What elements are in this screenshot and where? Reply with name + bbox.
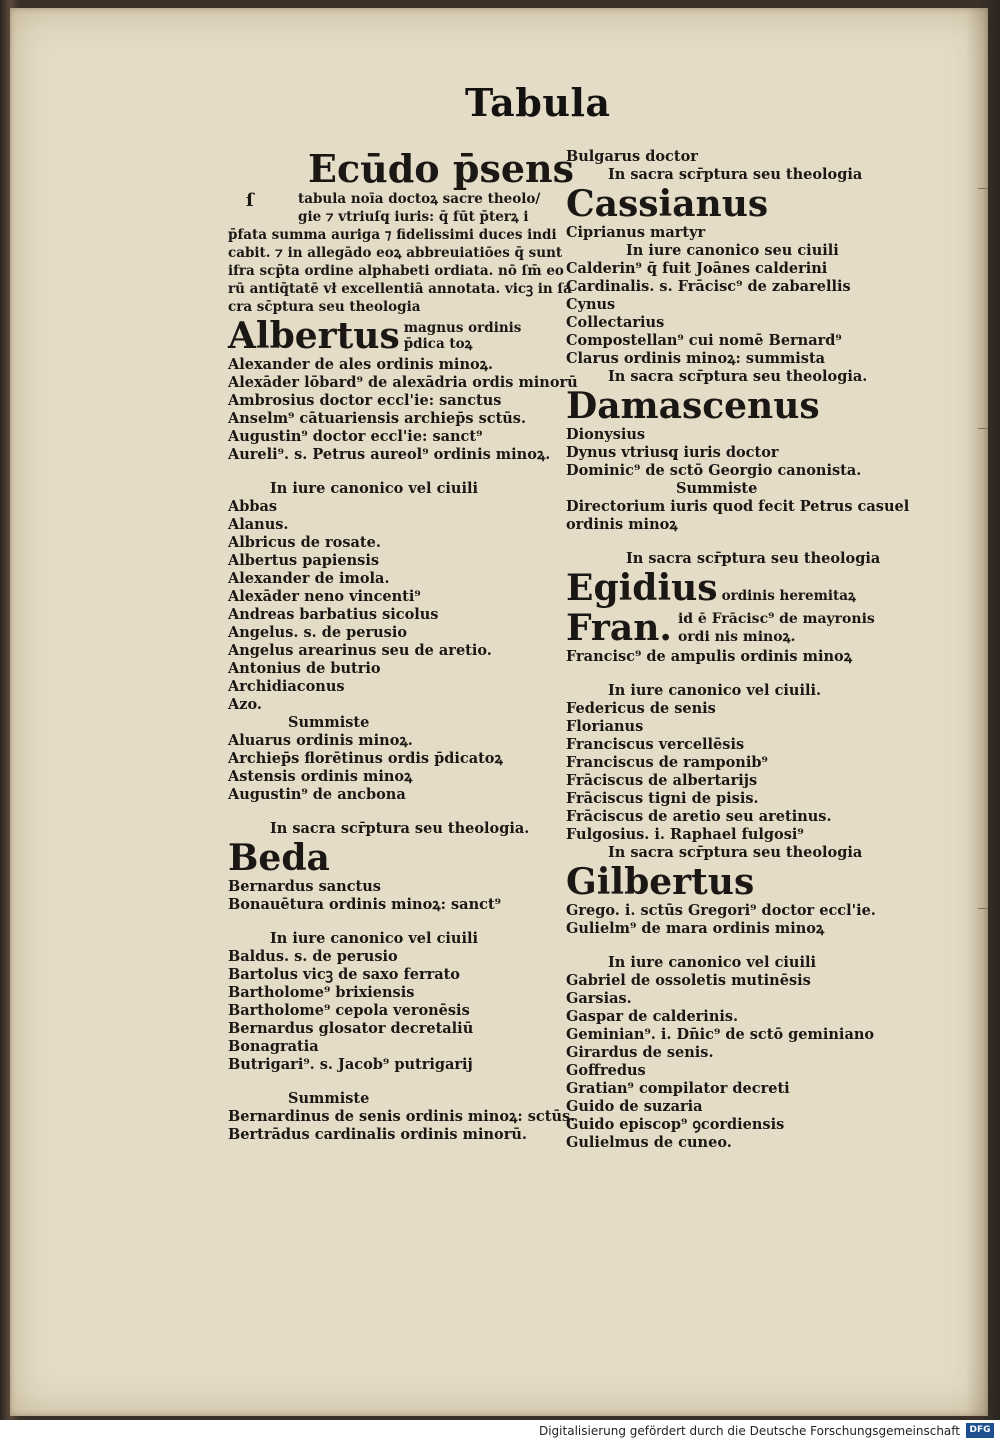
list-g-canon <box>566 972 896 1152</box>
index-entry: Garsias. <box>566 990 632 1007</box>
index-entry: Frāciscus de aretio seu aretinus. <box>566 808 832 825</box>
edge-mark <box>978 908 988 909</box>
index-entry: Alexāder lōbard⁹ de alexādria ordis minorū <box>228 374 578 391</box>
list-c-theology <box>566 224 896 242</box>
index-entry: Bulgarus doctor <box>566 148 698 165</box>
index-entry: Alexander de imola. <box>228 570 390 587</box>
index-entry: Aureli⁹. s. Petrus aureol⁹ ordinis minoꝝ. <box>228 446 551 463</box>
right-column <box>566 148 910 1152</box>
index-entry: Franciscus de ramponib⁹ <box>566 754 768 771</box>
index-entry: Cynus <box>566 296 616 313</box>
index-entry: Anselm⁹ cātuariensis archiep̄s sctūs. <box>228 410 527 427</box>
edge-mark <box>978 188 988 189</box>
index-entry: Archidiaconus <box>228 678 345 695</box>
index-entry: Archiep̄s florētinus ordis p̄dicatoꝝ <box>228 750 503 767</box>
section-heading: In sacra scr̄ptura seu theologia <box>608 166 863 183</box>
index-entry: Bernardus glosator decretaliū <box>228 1020 474 1037</box>
intro-line: gie ⁊ vtriuſq̨ iuris: q̄ fūt p̄terꝝ i <box>298 209 529 225</box>
index-entry: Bartholome⁹ cepola veronēsis <box>228 1002 470 1019</box>
index-entry: Francisc⁹ de ampulis ordinis minoꝝ <box>566 648 853 665</box>
index-entry: Astensis ordinis minoꝝ <box>228 768 413 785</box>
index-entry: Dynus vtriusq̨ iuris doctor <box>566 444 779 461</box>
index-entry: Aluarus ordinis minoꝝ. <box>228 732 413 749</box>
heading-cassianus: Cassianus <box>566 183 769 225</box>
list-c-canon <box>566 260 896 368</box>
entry-albertus <box>228 316 548 356</box>
list-f-canon <box>566 700 896 844</box>
list-d-canon <box>566 426 896 480</box>
index-entry: Guido de suzaria <box>566 1098 703 1115</box>
index-entry: Alanus. <box>228 516 289 533</box>
index-entry: Compostellan⁹ cui nomē Bernard⁹ <box>566 332 842 349</box>
index-entry: Alexāder neno vincenti⁹ <box>228 588 421 605</box>
section-heading: In iure canonico vel ciuili. <box>608 682 822 699</box>
index-entry: Augustin⁹ doctor eccl'ie: sanct⁹ <box>228 428 483 445</box>
list-a-theology <box>228 356 578 464</box>
index-entry: Gratian⁹ compilator decreti <box>566 1080 790 1097</box>
index-entry: Collectarius <box>566 314 665 331</box>
heading-albertus: Albertus <box>228 315 400 357</box>
running-title: Tabula <box>465 80 611 125</box>
index-entry: Directorium iuris quod fecit Petrus casuel <box>566 498 910 515</box>
list-f-theology <box>566 648 896 666</box>
index-entry: Bartholome⁹ brixiensis <box>228 984 415 1001</box>
heading-fran-tail: id ē Frācisc⁹ de mayronis ordi nis minoꝝ. <box>677 611 875 645</box>
index-entry: Goffredus <box>566 1062 646 1079</box>
index-entry: Cardinalis. s. Frācisc⁹ de zabarellis <box>566 278 851 295</box>
heading-fran: Fran. <box>566 607 672 649</box>
index-entry: Franciscus vercellēsis <box>566 736 745 753</box>
section-heading: In iure canonico seu ciuili <box>626 242 839 259</box>
index-entry: Gulielmus de cuneo. <box>566 1134 732 1151</box>
index-entry: Bartolus vicꝫ de saxo ferrato <box>228 966 460 983</box>
edge-mark <box>978 428 988 429</box>
index-entry: Federicus de senis <box>566 700 716 717</box>
index-entry: Clarus ordinis minoꝝ: summista <box>566 350 826 367</box>
entry-egidius <box>566 568 896 608</box>
intro-lines <box>228 190 572 316</box>
intro-line: ifra scp̄ta ordine alphabeti ordiata. nō ſm̄ eo <box>228 263 564 279</box>
index-entry: Ciprianus martyr <box>566 224 706 241</box>
intro-line: rū antiq̄tatē vł excellentiā annotata. vicꝫ in ſa <box>228 281 572 297</box>
intro-line: cra sc̄ptura seu theologia <box>228 299 421 315</box>
intro-line: cabit. ⁊ in allegādo eoꝝ abbreuiatiōes q̄ sunt <box>228 245 563 261</box>
index-entry: Geminian⁹. i. Dn̄ic⁹ de sctō geminiano <box>566 1026 875 1043</box>
section-heading: In sacra scr̄ptura seu theologia. <box>608 368 868 385</box>
list-b-canon <box>228 948 548 1074</box>
section-heading: Summiste <box>288 1090 370 1107</box>
section-heading: In sacra scr̄ptura seu theologia <box>626 550 881 567</box>
index-entry: Bernardinus de senis ordinis minoꝝ: sctūs. <box>228 1108 576 1125</box>
index-entry: Dominic⁹ de sctō Georgio canonista. <box>566 462 862 479</box>
index-entry: Bonagratia <box>228 1038 319 1055</box>
section-heading: Summiste <box>676 480 758 497</box>
index-entry: Frāciscus tigni de pisis. <box>566 790 759 807</box>
index-entry: Angelus arearinus seu de aretio. <box>228 642 492 659</box>
index-entry: Bonauētura ordinis minoꝝ: sanct⁹ <box>228 896 501 913</box>
section-heading: In iure canonico vel ciuili <box>608 954 816 971</box>
index-entry: Bernardus sanctus <box>228 878 381 895</box>
section-heading: Summiste <box>288 714 370 731</box>
index-entry: Guido episcop⁹ ꝯcordiensis <box>566 1116 785 1133</box>
section-heading: In sacra scr̄ptura seu theologia. <box>270 820 530 837</box>
index-entry: Albertus papiensis <box>228 552 379 569</box>
heading-egidius: Egidius <box>566 567 718 609</box>
intro-line: tabula noīa doctoꝝ sacre theolo/ <box>298 191 541 207</box>
heading-albertus-tail: magnus ordinis p̄dica toꝝ <box>403 320 522 352</box>
index-entry: Gaspar de calderinis. <box>566 1008 739 1025</box>
list-a-canon <box>228 498 548 714</box>
index-entry: Florianus <box>566 718 644 735</box>
list-a-summiste <box>228 732 548 804</box>
list-b-tail <box>566 148 896 166</box>
index-entry: Butrigari⁹. s. Jacob⁹ putrigarij <box>228 1056 473 1073</box>
heading-beda: Beda <box>228 837 330 879</box>
index-entry: Abbas <box>228 498 278 515</box>
index-entry: Azo. <box>228 696 262 713</box>
index-entry: Angelus. s. de perusio <box>228 624 408 641</box>
index-entry: Dionysius <box>566 426 646 443</box>
index-entry: Girardus de senis. <box>566 1044 714 1061</box>
left-column <box>228 146 578 1144</box>
intro-heading: Ecūdo p̄sens <box>308 146 575 191</box>
list-g-theology <box>566 902 896 938</box>
section-heading: In sacra scr̄ptura seu theologia <box>608 844 863 861</box>
list-b-summiste <box>228 1108 576 1144</box>
index-entry: Frāciscus de albertarijs <box>566 772 758 789</box>
index-entry: Andreas barbatius sicolus <box>228 606 439 623</box>
index-entry: Grego. i. sctūs Gregori⁹ doctor eccl'ie. <box>566 902 876 919</box>
list-b-theology <box>228 878 548 914</box>
intro-paragraph <box>228 146 575 316</box>
index-entry: Bertrādus cardinalis ordinis minorū. <box>228 1126 527 1143</box>
intro-line: p̄fata summa auriga ⁊ fidelissimi duces indi <box>228 227 557 243</box>
index-entry: Albricus de rosate. <box>228 534 381 551</box>
funding-credit: Digitalisierung gefördert durch die Deutsche Forschungsgemeinschaft <box>538 1424 960 1438</box>
index-entry: ordinis minoꝝ <box>566 516 678 533</box>
index-entry: Fulgosius. i. Raphael fulgosi⁹ <box>566 826 804 843</box>
dfg-logo-icon: DFG <box>966 1423 994 1438</box>
index-entry: Alexander de ales ordinis minoꝝ. <box>228 356 494 373</box>
heading-damascenus: Damascenus <box>566 385 820 427</box>
heading-egidius-tail: ordinis heremitaꝝ <box>721 588 856 604</box>
index-entry: Augustin⁹ de ancbona <box>228 786 406 803</box>
index-entry: Baldus. s. de perusio <box>228 948 398 965</box>
heading-gilbertus: Gilbertus <box>566 861 755 903</box>
index-entry: Antonius de butrio <box>228 660 381 677</box>
index-entry: Gulielm⁹ de mara ordinis minoꝝ <box>566 920 825 937</box>
index-entry: Gabriel de ossoletis mutinēsis <box>566 972 811 989</box>
entry-fran <box>566 608 896 648</box>
index-entry: Calderin⁹ q̄ fuit Joānes calderini <box>566 260 828 277</box>
drop-initial: ſ <box>246 190 254 211</box>
book-page <box>10 8 988 1416</box>
list-d-summiste <box>566 498 910 534</box>
section-heading: In iure canonico vel ciuili <box>270 480 478 497</box>
section-heading: In iure canonico vel ciuili <box>270 930 478 947</box>
index-entry: Ambrosius doctor eccl'ie: sanctus <box>228 392 502 409</box>
